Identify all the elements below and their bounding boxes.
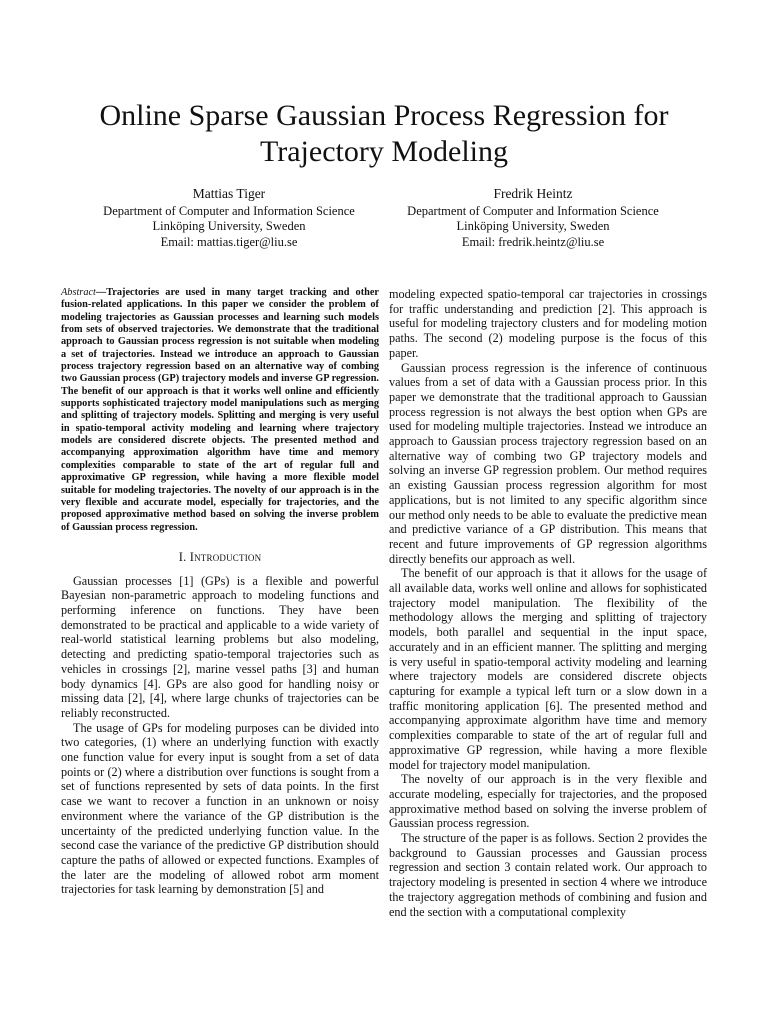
author-department: Department of Computer and Information Science bbox=[407, 203, 659, 218]
paragraph: The usage of GPs for modeling purposes can be divided into two categories, (1) where an underlying function with exactly one function value for every input is sought from a set of data points or (2) where a distribution over functions is sought from a set of functions represented by sets of data points. In the first case we want to recover a function in an unknown or noisy environment where the variance of the GP distribution is the uncertainty of the predicted underlying function value. In the second case the variance of the predictive GP distribution should capture the paths of allowed or expected functions. Examples of the later are the modeling of allowed robot arm moment trajectories for task learning by demonstration [5] and bbox=[61, 720, 379, 897]
paragraph: Gaussian processes [1] (GPs) is a flexible and powerful Bayesian non-parametric approach to modeling functions and performing inference on functions. They have been demonstrated to be practical and applicable to a wide variety of real-world statistical learning problems but also modeling, detecting and predicting spatio-temporal trajectories such as vehicles in crossings [2], marine vessel paths [3] and human body dynamics [4]. GPs are also good for handling noisy or missing data [2], [4], where large chunks of trajectories can be reliably reconstructed. bbox=[61, 573, 379, 720]
author-department: Department of Computer and Information Science bbox=[103, 203, 355, 218]
author-email: Email: fredrik.heintz@liu.se bbox=[461, 234, 605, 249]
author-email: Email: mattias.tiger@liu.se bbox=[160, 234, 298, 249]
section-title: Introduction bbox=[189, 549, 262, 564]
author-university: Linköping University, Sweden bbox=[456, 219, 610, 233]
paragraph: The benefit of our approach is that it allows for the usage of all available data, works well online and allows for sophisticated trajectory model manipulation. The flexibility of the methodology allows the merging and splitting of trajectory models, both parallel and sequential in the input space, accurately and in an efficient manner. The splitting and merging is very useful in spatio-temporal activity modeling and learning where trajectory models are considered discrete objects capturing for example a typical left turn or a slow down in a traffic monitoring application [6]. The presented method and accompanying approximate algorithm have time and memory complexities comparable to state of the art of regular full and approximative GP regression, while having a more flexible model for trajectory model manipulation. bbox=[389, 566, 707, 772]
section-numeral: I. bbox=[178, 549, 187, 564]
abstract-label: Abstract bbox=[61, 287, 96, 298]
paragraph: The structure of the paper is as follows. Section 2 provides the background to Gaussian processes and Gaussian process regression and section 3 contain related work. Our approach to trajectory modeling is presented in section 4 where we introduce the trajectory aggregation methods of combining and fusion and end the section with a computational complexity bbox=[389, 831, 707, 919]
paper-title bbox=[40, 98, 728, 170]
author-block-1 bbox=[69, 186, 389, 250]
author-block-2 bbox=[373, 186, 693, 250]
author-university: Linköping University, Sweden bbox=[152, 219, 306, 233]
title-line-2: Trajectory Modeling bbox=[259, 135, 509, 168]
paragraph: The novelty of our approach is in the very flexible and accurate modeling, especially for trajectories, and the proposed approximative method based on solving the inverse problem of Gaussian process regression. bbox=[389, 772, 707, 831]
author-name: Mattias Tiger bbox=[192, 186, 266, 201]
abstract bbox=[61, 287, 379, 534]
author-name: Fredrik Heintz bbox=[493, 186, 573, 201]
paragraph: Gaussian process regression is the inference of continuous values from a set of data with a Gaussian process prior. In this paper we demonstrate that the traditional approach to Gaussian process regression is not always the best option when GPs are used for modeling multiple trajectories. Instead we introduce an approach to Gaussian process trajectory regression based on an alternative way of combing two GP trajectory models and solving an inverse GP regression problem. Our method requires an existing Gaussian process regression algorithm for most applications, but is not limited to any specific algorithm since our method only needs to be able to evaluate the predictive mean and predictive variance of a GP distribution. This means that recent and future improvements of GP regression algorithms directly benefits our approach as well. bbox=[389, 360, 707, 566]
left-column bbox=[61, 287, 379, 897]
section-heading-introduction bbox=[61, 550, 379, 565]
title-line-1: Online Sparse Gaussian Process Regression for bbox=[99, 99, 669, 132]
right-column bbox=[389, 287, 707, 919]
abstract-text: —Trajectories are used in many target tracking and other fusion-related applications. In this paper we consider the problem of modeling trajectories as Gaussian processes and learning such models from sets of observed trajectories. We demonstrate that the traditional approach to Gaussian process regression is not suitable when modeling a set of trajectories. Instead we introduce an approach to Gaussian process trajectory regression based on an alternative way of combing two Gaussian process (GP) trajectory models and inverse GP regression. The benefit of our approach is that it works well online and efficiently supports sophisticated trajectory model manipulations such as merging and splitting of trajectory models. Splitting and merging is very useful in spatio-temporal activity modeling and learning where trajectory models are considered discrete objects. The presented method and accompanying approximation algorithm have time and memory complexities comparable to state of the art of regular full and approximative GP regression, while having a more flexible model suitable for modeling trajectories. The novelty of our approach is in the very flexible and accurate model, especially for trajectories, and the proposed approximative method based on solving the inverse problem of Gaussian process regression. bbox=[61, 287, 379, 533]
paragraph-continued: modeling expected spatio-temporal car trajectories in crossings for traffic understanding and prediction [2]. This approach is useful for modeling trajectory clusters and for modeling motion paths. The second (2) modeling purpose is the focus of this paper. bbox=[389, 287, 707, 360]
